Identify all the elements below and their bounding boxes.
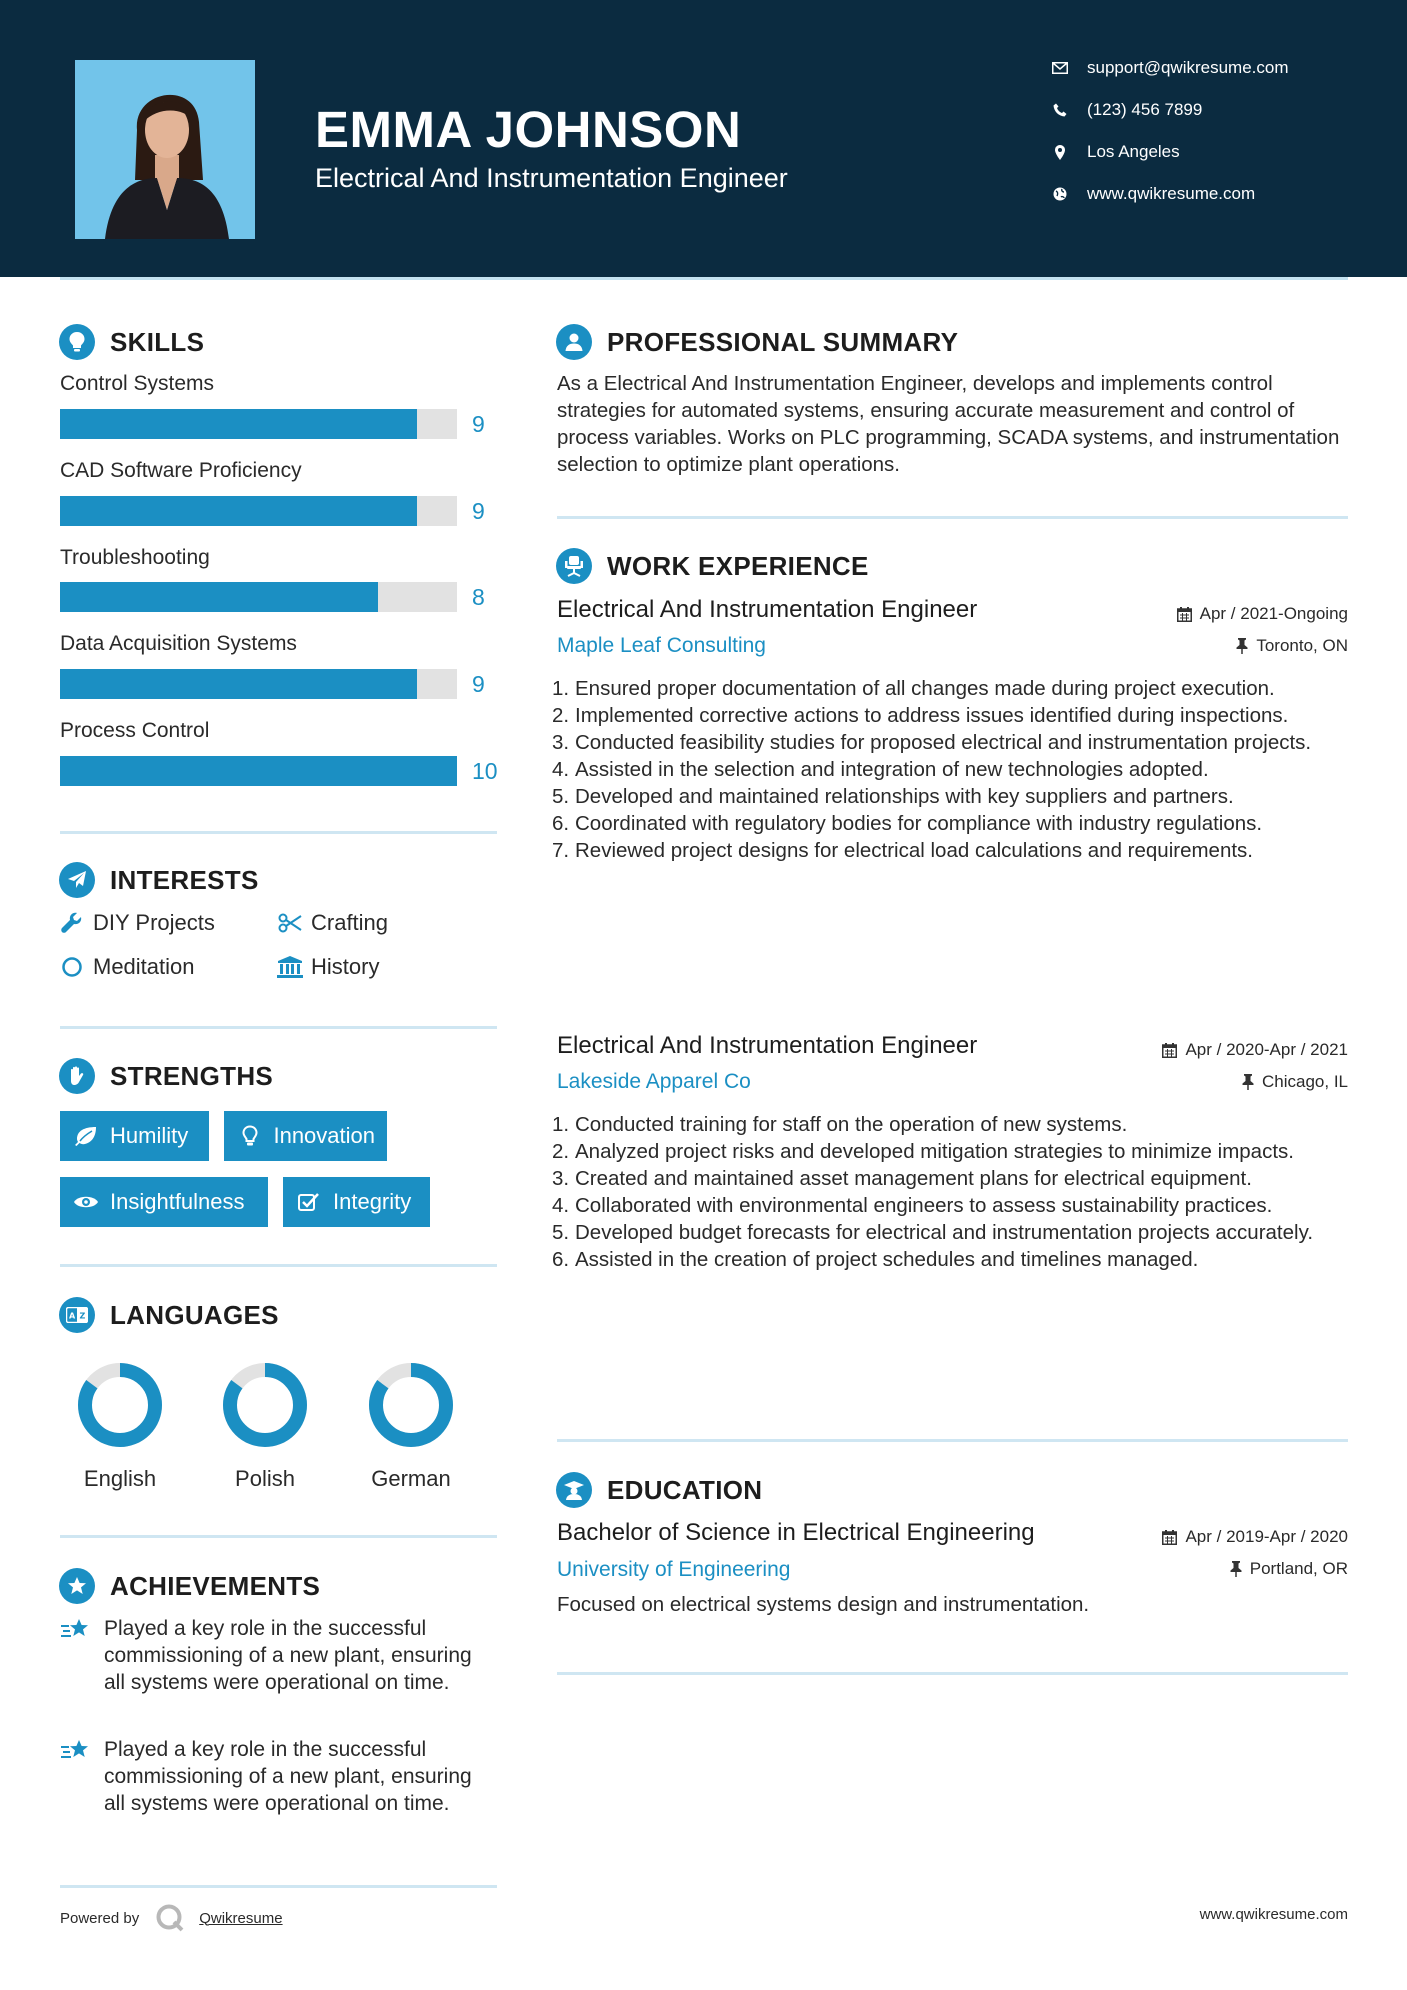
job-date-text: Apr / 2020-Apr / 2021 <box>1185 1040 1348 1059</box>
education-date-text: Apr / 2019-Apr / 2020 <box>1185 1527 1348 1546</box>
skill-bar-fill <box>60 582 378 612</box>
job-duty-text: Assisted in the selection and integration of new technologies adopted. <box>575 758 1209 781</box>
education-location <box>1230 1559 1348 1579</box>
profile-photo <box>75 60 255 239</box>
job-duty: 1. Conducted training for staff on the operation of new systems. <box>552 1113 1128 1136</box>
svg-text:A: A <box>69 1311 76 1321</box>
language-donut <box>76 1361 164 1449</box>
job-date <box>1177 604 1348 624</box>
globe-icon <box>1050 184 1070 204</box>
section-divider <box>557 1439 1348 1442</box>
interest-label: Meditation <box>93 954 195 979</box>
qwikresume-logo-icon <box>155 1903 185 1933</box>
job-duty-text: Developed budget forecasts for electrical and instrumentation projects accurately. <box>575 1221 1314 1244</box>
job-duty: 3. Conducted feasibility studies for proposed electrical and instrumentation projects. <box>552 731 1312 754</box>
education-location-text: Portland, OR <box>1249 1559 1348 1578</box>
contact-website[interactable] <box>1050 184 1255 204</box>
education-title: EDUCATION <box>607 1474 763 1505</box>
education-heading <box>556 1472 762 1508</box>
circle-icon <box>59 956 85 978</box>
shooting-star-icon <box>60 1615 104 1696</box>
museum-icon <box>277 956 303 978</box>
leaf-icon <box>72 1126 100 1146</box>
job-duty: 4. Collaborated with environmental engineers to assess sustainability practices. <box>552 1194 1273 1217</box>
job-duty: 5. Developed budget forecasts for electrical and instrumentation projects accurately. <box>552 1221 1314 1244</box>
interest-label: DIY Projects <box>93 910 215 935</box>
job-duty: 5. Developed and maintained relationships with key suppliers and partners. <box>552 785 1234 808</box>
calendar-icon <box>1162 1530 1177 1545</box>
contact-phone[interactable] <box>1050 100 1202 120</box>
strength-chip <box>60 1111 209 1161</box>
job-duty-text: Collaborated with environmental engineers to assess sustainability practices. <box>575 1194 1273 1217</box>
contact-website-text: www.qwikresume.com <box>1087 184 1256 203</box>
education-school: University of Engineering <box>557 1558 791 1581</box>
map-marker-icon <box>1050 142 1070 162</box>
skill-label: Troubleshooting <box>60 546 210 569</box>
job-location <box>1242 1072 1348 1092</box>
skill-bar <box>60 496 457 526</box>
skill-label: Control Systems <box>60 372 215 395</box>
interest-item <box>59 910 215 936</box>
job-duty: 1. Ensured proper documentation of all changes made during project execution. <box>552 677 1275 700</box>
job-duty: 2. Implemented corrective actions to address issues identified during inspections. <box>552 704 1289 727</box>
language-icon <box>59 1297 95 1333</box>
job-duty-text: Assisted in the creation of project schedules and timelines managed. <box>575 1248 1199 1271</box>
job-duty-text: Created and maintained asset management plans for electrical equipment. <box>575 1167 1252 1190</box>
skill-bar-fill <box>60 756 457 786</box>
calendar-icon <box>1162 1043 1177 1058</box>
job-company: Maple Leaf Consulting <box>557 634 766 657</box>
skill-bar-fill <box>60 409 417 439</box>
candidate-title: Electrical And Instrumentation Engineer <box>315 163 788 193</box>
job-location-text: Toronto, ON <box>1256 636 1348 655</box>
star-badge-icon <box>59 1568 95 1604</box>
language-label: German <box>371 1466 451 1491</box>
interest-label: History <box>311 954 380 979</box>
check-square-icon <box>295 1192 323 1212</box>
skill-value: 8 <box>472 584 485 610</box>
skill-label: Process Control <box>60 719 210 742</box>
section-divider <box>60 1535 497 1538</box>
skill-bar <box>60 756 457 786</box>
job-duties <box>552 1111 1350 1273</box>
languages-heading <box>59 1297 279 1333</box>
skill-bar <box>60 669 457 699</box>
skills-heading <box>59 324 204 360</box>
skill-value: 10 <box>472 758 498 784</box>
education-degree: Bachelor of Science in Electrical Engineering <box>557 1519 1035 1546</box>
section-divider <box>557 516 1348 519</box>
wrench-icon <box>59 912 85 934</box>
language-donut <box>221 1361 309 1449</box>
achievement-text: Played a key role in the successful commissioning of a new plant, ensuring all systems were operational on time. <box>104 1738 472 1815</box>
job-date <box>1162 1040 1348 1060</box>
resume-header <box>0 0 1407 277</box>
section-divider <box>60 831 497 834</box>
language-label: English <box>83 1466 157 1491</box>
graduate-icon <box>556 1472 592 1508</box>
strength-chip <box>283 1177 430 1227</box>
contact-location-text: Los Angeles <box>1087 142 1180 161</box>
strengths-heading <box>59 1058 273 1094</box>
skill-bar-fill <box>60 496 417 526</box>
section-divider <box>60 1026 497 1029</box>
qwikresume-link[interactable]: Qwikresume <box>199 1909 283 1927</box>
skill-label: CAD Software Proficiency <box>60 459 302 482</box>
interests-heading <box>59 862 259 898</box>
interest-item <box>59 954 195 980</box>
contact-phone-text: (123) 456 7899 <box>1087 100 1203 119</box>
strength-label: Insightfulness <box>110 1189 245 1214</box>
hand-icon <box>59 1058 95 1094</box>
shooting-star-icon <box>60 1736 104 1817</box>
job-duty-text: Developed and maintained relationships with key suppliers and partners. <box>575 785 1234 808</box>
achievements-title: ACHIEVEMENTS <box>110 1570 321 1601</box>
section-divider <box>60 1885 497 1888</box>
job-date-text: Apr / 2021-Ongoing <box>1199 604 1348 623</box>
skill-label: Data Acquisition Systems <box>60 632 297 655</box>
strengths-title: STRENGTHS <box>110 1060 274 1091</box>
skill-bar <box>60 582 457 612</box>
job-duty: 6. Coordinated with regulatory bodies for compliance with industry regulations. <box>552 812 1263 835</box>
pushpin-icon <box>1230 1561 1242 1577</box>
envelope-icon <box>1050 58 1070 78</box>
job-duty-text: Conducted training for staff on the operation of new systems. <box>575 1113 1128 1136</box>
job-location-text: Chicago, IL <box>1262 1072 1348 1091</box>
skill-value: 9 <box>472 411 485 437</box>
pushpin-icon <box>1236 638 1248 654</box>
skill-bar <box>60 409 457 439</box>
eye-icon <box>72 1194 100 1210</box>
job-duty: 2. Analyzed project risks and developed mitigation strategies to minimize impacts. <box>552 1140 1294 1163</box>
job-company: Lakeside Apparel Co <box>557 1070 751 1093</box>
achievement-item <box>60 1615 480 1696</box>
job-duty-text: Reviewed project designs for electrical load calculations and requirements. <box>575 839 1253 862</box>
lightbulb-icon <box>236 1125 263 1147</box>
job-duty-text: Implemented corrective actions to address issues identified during inspections. <box>575 704 1289 727</box>
experience-heading <box>556 548 869 584</box>
skill-value: 9 <box>472 498 485 524</box>
footer-website[interactable]: www.qwikresume.com <box>1199 1906 1348 1923</box>
skill-bar-fill <box>60 669 417 699</box>
job-title: Electrical And Instrumentation Engineer <box>557 596 978 623</box>
contact-email[interactable] <box>1050 58 1289 78</box>
strength-label: Humility <box>110 1123 189 1148</box>
interest-item <box>277 910 388 936</box>
calendar-icon <box>1177 607 1192 622</box>
powered-by-label: Powered by <box>60 1909 140 1927</box>
interests-title: INTERESTS <box>110 864 259 895</box>
job-duty: 7. Reviewed project designs for electrical load calculations and requirements. <box>552 839 1253 862</box>
experience-title: WORK EXPERIENCE <box>607 550 869 581</box>
office-chair-icon <box>556 548 592 584</box>
strength-chip <box>60 1177 268 1227</box>
pushpin-icon <box>1242 1074 1254 1090</box>
interest-label: Crafting <box>311 910 389 935</box>
summary-heading <box>556 324 958 360</box>
section-divider <box>60 1264 497 1267</box>
user-icon <box>556 324 592 360</box>
job-duty-text: Analyzed project risks and developed mitigation strategies to minimize impacts. <box>575 1140 1294 1163</box>
job-duty: 6. Assisted in the creation of project schedules and timelines managed. <box>552 1248 1199 1271</box>
paper-plane-icon <box>59 862 95 898</box>
language-donut <box>367 1361 455 1449</box>
strength-label: Integrity <box>333 1189 412 1214</box>
skill-value: 9 <box>472 671 485 697</box>
job-duty: 4. Assisted in the selection and integration of new technologies adopted. <box>552 758 1209 781</box>
summary-title: PROFESSIONAL SUMMARY <box>607 326 959 357</box>
achievement-text: Played a key role in the successful commissioning of a new plant, ensuring all systems were operational on time. <box>104 1617 472 1694</box>
job-duty-text: Coordinated with regulatory bodies for compliance with industry regulations. <box>575 812 1263 835</box>
job-title: Electrical And Instrumentation Engineer <box>557 1032 978 1059</box>
language-label: Polish <box>235 1466 295 1491</box>
job-duty-text: Conducted feasibility studies for proposed electrical and instrumentation projects. <box>575 731 1312 754</box>
job-duties <box>552 675 1350 864</box>
scissors-icon <box>277 913 303 933</box>
powered-by <box>60 1903 283 1933</box>
skills-title: SKILLS <box>110 326 205 357</box>
achievements-heading <box>59 1568 320 1604</box>
contact-location <box>1050 142 1180 162</box>
summary-text: As a Electrical And Instrumentation Engineer, develops and implements control strategies for automated systems, ensuring accurate measurement and control of process variables. Works on PLC programming, SCADA systems, and instrumentation selection to optimize plant operations. <box>557 372 1340 476</box>
section-divider <box>557 1672 1348 1675</box>
phone-icon <box>1050 100 1070 120</box>
svg-text:Z: Z <box>79 1311 86 1321</box>
strength-chip <box>224 1111 387 1161</box>
candidate-name: EMMA JOHNSON <box>315 101 742 158</box>
education-date <box>1162 1527 1348 1547</box>
lightbulb-icon <box>59 324 95 360</box>
strength-label: Innovation <box>273 1123 375 1148</box>
job-duty: 3. Created and maintained asset management plans for electrical equipment. <box>552 1167 1252 1190</box>
job-location <box>1236 636 1348 656</box>
job-duty-text: Ensured proper documentation of all changes made during project execution. <box>575 677 1275 700</box>
contact-email-text: support@qwikresume.com <box>1087 58 1289 77</box>
languages-title: LANGUAGES <box>110 1299 279 1330</box>
education-description: Focused on electrical systems design and instrumentation. <box>557 1593 1090 1616</box>
achievement-item <box>60 1736 480 1817</box>
header-underline <box>60 277 1348 280</box>
interest-item <box>277 954 379 980</box>
